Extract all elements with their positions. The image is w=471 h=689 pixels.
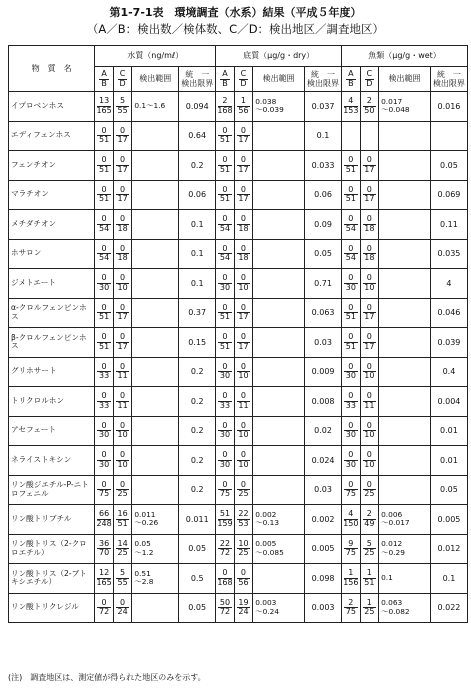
table-row	[9, 387, 468, 417]
sediment-cd-count: 0 56	[234, 564, 253, 594]
fish-cd-count: 0 18	[360, 239, 379, 269]
results-table	[8, 45, 468, 623]
water-cd-count: 0 11	[113, 387, 132, 417]
sediment-cd-count: 0 17	[234, 121, 253, 151]
water-detection-limit: 0.2	[179, 387, 216, 417]
water-ab-count: 0 33	[95, 387, 114, 417]
sediment-detection-limit: 0.037	[305, 92, 342, 122]
substance-name: エディフェンホス	[9, 121, 95, 151]
substance-name: トリクロルホン	[9, 387, 95, 417]
water-cd-count: 0 17	[113, 298, 132, 328]
fish-detection-range	[379, 298, 431, 328]
sediment-cd-count: 0 10	[234, 269, 253, 299]
fish-cd-count: 5 25	[360, 534, 379, 564]
water-detection-range	[132, 151, 179, 181]
fish-detection-range	[379, 357, 431, 387]
water-cd-count: 0 17	[113, 121, 132, 151]
fish-detection-limit: 0.004	[430, 387, 467, 417]
fish-detection-limit: 0.4	[430, 357, 467, 387]
water-cd-count: 16 51	[113, 505, 132, 535]
fish-detection-range	[379, 328, 431, 358]
fish-detection-limit: 0.01	[430, 446, 467, 476]
fish-ab-count: 0 51	[342, 151, 361, 181]
water-ab-count: 66 248	[95, 505, 114, 535]
sediment-detection-range	[253, 239, 305, 269]
water-ab-count: 0 30	[95, 446, 114, 476]
water-cd-count: 0 10	[113, 446, 132, 476]
water-ab-count: 0 51	[95, 151, 114, 181]
fish-cd-count: 0 18	[360, 210, 379, 240]
water-ab-count: 36 70	[95, 534, 114, 564]
fish-cd-count	[360, 121, 379, 151]
sediment-ab-header: A B	[216, 67, 235, 92]
fish-cd-count: 0 10	[360, 357, 379, 387]
header-water: 水質（ng/mℓ）	[95, 46, 216, 67]
water-detection-limit: 0.1	[179, 210, 216, 240]
water-detection-limit: 0.2	[179, 151, 216, 181]
fish-ab-count: 0 30	[342, 269, 361, 299]
water-limit-header: 統 一 検出限界	[179, 67, 216, 92]
sediment-cd-count: 10 25	[234, 534, 253, 564]
substance-name: β-クロルフェンビンホス	[9, 328, 95, 358]
sediment-cd-count: 22 53	[234, 505, 253, 535]
sediment-cd-count: 0 25	[234, 475, 253, 505]
fish-ab-count: 0 54	[342, 210, 361, 240]
fish-detection-limit: 0.039	[430, 328, 467, 358]
fish-detection-range	[379, 475, 431, 505]
fish-cd-count: 0 10	[360, 416, 379, 446]
sediment-detection-range	[253, 151, 305, 181]
fish-detection-range	[379, 180, 431, 210]
sediment-detection-limit: 0.003	[305, 593, 342, 623]
sediment-detection-limit: 0.005	[305, 534, 342, 564]
fish-detection-range: 0.017 〜0.048	[379, 92, 431, 122]
water-ab-count: 0 51	[95, 328, 114, 358]
water-cd-count: 5 55	[113, 564, 132, 594]
fish-detection-limit: 4	[430, 269, 467, 299]
sediment-detection-limit: 0.009	[305, 357, 342, 387]
sediment-detection-range	[253, 121, 305, 151]
water-detection-limit: 0.2	[179, 416, 216, 446]
fish-cd-count: 0 17	[360, 328, 379, 358]
table-row	[9, 446, 468, 476]
table-row	[9, 357, 468, 387]
water-detection-limit: 0.2	[179, 475, 216, 505]
fish-ab-count	[342, 121, 361, 151]
water-detection-limit: 0.2	[179, 446, 216, 476]
fish-detection-limit: 0.05	[430, 151, 467, 181]
sediment-detection-range	[253, 298, 305, 328]
water-detection-range	[132, 269, 179, 299]
water-ab-count: 12 165	[95, 564, 114, 594]
fish-ab-count: 1 156	[342, 564, 361, 594]
table-row	[9, 505, 468, 535]
sediment-detection-limit: 0.71	[305, 269, 342, 299]
sediment-detection-range	[253, 210, 305, 240]
water-detection-range	[132, 416, 179, 446]
fish-ab-count: 0 30	[342, 357, 361, 387]
sediment-detection-range: 0.005 〜0.085	[253, 534, 305, 564]
water-detection-range	[132, 328, 179, 358]
water-detection-limit: 0.05	[179, 593, 216, 623]
substance-name: フェンチオン	[9, 151, 95, 181]
water-cd-count: 0 17	[113, 180, 132, 210]
sediment-detection-limit: 0.02	[305, 416, 342, 446]
table-row	[9, 121, 468, 151]
fish-limit-header: 統 一 検出限界	[430, 67, 467, 92]
water-ab-count: 0 72	[95, 593, 114, 623]
fish-cd-count: 1 25	[360, 593, 379, 623]
header-substance: 物 質 名	[9, 46, 95, 92]
sediment-cd-count: 0 17	[234, 328, 253, 358]
sediment-ab-count: 51 159	[216, 505, 235, 535]
water-detection-range	[132, 357, 179, 387]
water-ab-header: A B	[95, 67, 114, 92]
substance-name: メチダチオン	[9, 210, 95, 240]
fish-range-header: 検出範囲	[379, 67, 431, 92]
fish-detection-range	[379, 416, 431, 446]
sediment-ab-count: 0 54	[216, 239, 235, 269]
water-ab-count: 0 30	[95, 269, 114, 299]
water-detection-range	[132, 387, 179, 417]
water-ab-count: 0 33	[95, 357, 114, 387]
water-cd-count: 5 55	[113, 92, 132, 122]
sediment-cd-count: 0 17	[234, 151, 253, 181]
sediment-cd-count: 19 24	[234, 593, 253, 623]
water-detection-limit: 0.06	[179, 180, 216, 210]
fish-cd-count: 0 17	[360, 151, 379, 181]
fish-detection-limit: 0.022	[430, 593, 467, 623]
fish-ab-count: 0 51	[342, 328, 361, 358]
fish-detection-limit: 0.01	[430, 416, 467, 446]
water-detection-range	[132, 210, 179, 240]
sediment-detection-limit: 0.063	[305, 298, 342, 328]
substance-name: ネライストキシン	[9, 446, 95, 476]
water-detection-range	[132, 298, 179, 328]
fish-detection-limit: 0.035	[430, 239, 467, 269]
fish-ab-count: 2 75	[342, 593, 361, 623]
sediment-ab-count: 0 30	[216, 446, 235, 476]
sediment-ab-count: 0 54	[216, 210, 235, 240]
sediment-ab-count: 50 72	[216, 593, 235, 623]
sediment-ab-count: 0 30	[216, 416, 235, 446]
fish-cd-count: 0 17	[360, 180, 379, 210]
sediment-cd-count: 0 18	[234, 210, 253, 240]
table-row	[9, 564, 468, 594]
header-sediment: 底質（μg/g・dry）	[216, 46, 342, 67]
substance-name: リン酸トリス（2-ブトキシエチル）	[9, 564, 95, 594]
sediment-detection-limit: 0.03	[305, 475, 342, 505]
table-row	[9, 210, 468, 240]
sediment-detection-limit: 0.03	[305, 328, 342, 358]
water-ab-count: 0 75	[95, 475, 114, 505]
table-row	[9, 534, 468, 564]
sediment-ab-count: 0 30	[216, 269, 235, 299]
fish-cd-count: 0 10	[360, 269, 379, 299]
water-detection-range	[132, 239, 179, 269]
fish-detection-range	[379, 210, 431, 240]
water-ab-count: 0 51	[95, 180, 114, 210]
sediment-ab-count: 0 51	[216, 121, 235, 151]
substance-name: リン酸トリブチル	[9, 505, 95, 535]
water-cd-count: 14 25	[113, 534, 132, 564]
table-row	[9, 151, 468, 181]
water-cd-count: 0 17	[113, 328, 132, 358]
table-subtitle: （A／B：検出数／検体数、C／D：検出地区／調査地区）	[86, 22, 385, 36]
fish-cd-count: 0 11	[360, 387, 379, 417]
fish-ab-count: 9 75	[342, 534, 361, 564]
water-ab-count: 0 30	[95, 416, 114, 446]
water-detection-range: 0.51 〜2.8	[132, 564, 179, 594]
water-detection-range: 0.05 〜1.2	[132, 534, 179, 564]
table-row	[9, 475, 468, 505]
sediment-ab-count: 0 51	[216, 298, 235, 328]
fish-ab-count: 0 30	[342, 416, 361, 446]
sediment-detection-range: 0.038 〜0.039	[253, 92, 305, 122]
sediment-detection-limit: 0.002	[305, 505, 342, 535]
water-detection-limit: 0.15	[179, 328, 216, 358]
fish-detection-range	[379, 269, 431, 299]
water-cd-count: 0 18	[113, 210, 132, 240]
sediment-cd-count: 0 11	[234, 387, 253, 417]
sediment-cd-count: 0 10	[234, 446, 253, 476]
footnote: (注) 調査地区は、測定値が得られた地区のみを示す。	[8, 673, 206, 682]
substance-name: アセフェート	[9, 416, 95, 446]
fish-ab-count: 0 75	[342, 475, 361, 505]
sediment-detection-range	[253, 269, 305, 299]
water-detection-range	[132, 446, 179, 476]
fish-detection-limit: 0.005	[430, 505, 467, 535]
header-fish: 魚類（μg/g・wet）	[342, 46, 468, 67]
water-cd-count: 0 24	[113, 593, 132, 623]
water-ab-count: 0 51	[95, 298, 114, 328]
sediment-cd-count: 0 18	[234, 239, 253, 269]
fish-detection-range	[379, 151, 431, 181]
fish-detection-range	[379, 446, 431, 476]
fish-detection-limit: 0.016	[430, 92, 467, 122]
fish-ab-count: 4 153	[342, 92, 361, 122]
sediment-detection-limit: 0.05	[305, 239, 342, 269]
sediment-detection-range	[253, 180, 305, 210]
fish-detection-limit: 0.05	[430, 475, 467, 505]
water-detection-limit: 0.1	[179, 269, 216, 299]
sediment-ab-count: 22 72	[216, 534, 235, 564]
table-row	[9, 328, 468, 358]
water-detection-range: 0.1〜1.6	[132, 92, 179, 122]
sediment-ab-count: 0 51	[216, 180, 235, 210]
water-detection-limit: 0.64	[179, 121, 216, 151]
water-cd-count: 0 25	[113, 475, 132, 505]
water-cd-count: 0 10	[113, 269, 132, 299]
fish-detection-range: 0.006 〜0.017	[379, 505, 431, 535]
sediment-detection-range	[253, 357, 305, 387]
fish-detection-limit: 0.11	[430, 210, 467, 240]
sediment-ab-count: 0 75	[216, 475, 235, 505]
sediment-cd-count: 0 10	[234, 416, 253, 446]
substance-name: グリホサート	[9, 357, 95, 387]
fish-ab-count: 4 150	[342, 505, 361, 535]
water-cd-count: 0 17	[113, 151, 132, 181]
fish-detection-range: 0.1	[379, 564, 431, 594]
sediment-ab-count: 0 30	[216, 357, 235, 387]
sediment-detection-range: 0.003 〜0.24	[253, 593, 305, 623]
table-row	[9, 269, 468, 299]
fish-cd-count: 0 10	[360, 446, 379, 476]
water-ab-count: 0 54	[95, 239, 114, 269]
fish-ab-count: 0 30	[342, 446, 361, 476]
sediment-cd-count: 0 17	[234, 180, 253, 210]
water-ab-count: 13 165	[95, 92, 114, 122]
water-detection-limit: 0.37	[179, 298, 216, 328]
water-detection-range	[132, 475, 179, 505]
water-detection-range: 0.011 〜0.26	[132, 505, 179, 535]
table-row	[9, 416, 468, 446]
fish-detection-limit	[430, 121, 467, 151]
water-cd-count: 0 10	[113, 416, 132, 446]
fish-detection-range	[379, 121, 431, 151]
fish-detection-limit: 0.046	[430, 298, 467, 328]
sediment-cd-count: 0 17	[234, 298, 253, 328]
sediment-detection-limit: 0.098	[305, 564, 342, 594]
fish-cd-count: 2 49	[360, 505, 379, 535]
fish-cd-count: 1 51	[360, 564, 379, 594]
substance-name: α-クロルフェンビンホス	[9, 298, 95, 328]
sediment-detection-limit: 0.06	[305, 180, 342, 210]
substance-name: ホサロン	[9, 239, 95, 269]
sediment-range-header: 検出範囲	[253, 67, 305, 92]
substance-name: リン酸ジエチル-P-ニトロフェニル	[9, 475, 95, 505]
water-detection-limit: 0.05	[179, 534, 216, 564]
sediment-detection-limit: 0.09	[305, 210, 342, 240]
table-row	[9, 298, 468, 328]
table-row	[9, 92, 468, 122]
sediment-cd-count: 1 56	[234, 92, 253, 122]
fish-ab-header: A B	[342, 67, 361, 92]
substance-name: リン酸トリクレジル	[9, 593, 95, 623]
substance-name: リン酸トリス（2-クロロエチル）	[9, 534, 95, 564]
sediment-ab-count: 0 51	[216, 151, 235, 181]
water-ab-count: 0 54	[95, 210, 114, 240]
sediment-detection-limit: 0.1	[305, 121, 342, 151]
water-detection-limit: 0.011	[179, 505, 216, 535]
water-detection-range	[132, 593, 179, 623]
sediment-ab-count: 0 51	[216, 328, 235, 358]
water-detection-limit: 0.094	[179, 92, 216, 122]
table-row	[9, 239, 468, 269]
fish-detection-range: 0.063 〜0.082	[379, 593, 431, 623]
sediment-limit-header: 統 一 検出限界	[305, 67, 342, 92]
water-cd-header: C D	[113, 67, 132, 92]
water-detection-limit: 0.1	[179, 239, 216, 269]
fish-ab-count: 0 51	[342, 180, 361, 210]
sediment-ab-count: 2 168	[216, 92, 235, 122]
water-range-header: 検出範囲	[132, 67, 179, 92]
water-detection-range	[132, 121, 179, 151]
fish-cd-count: 2 50	[360, 92, 379, 122]
table-row	[9, 180, 468, 210]
table-row	[9, 593, 468, 623]
water-ab-count: 0 51	[95, 121, 114, 151]
water-cd-count: 0 11	[113, 357, 132, 387]
water-detection-limit: 0.2	[179, 357, 216, 387]
fish-ab-count: 0 33	[342, 387, 361, 417]
sediment-detection-range	[253, 475, 305, 505]
water-cd-count: 0 18	[113, 239, 132, 269]
sediment-detection-range	[253, 564, 305, 594]
sediment-detection-range	[253, 416, 305, 446]
table-title: 第1-7-1表 環境調査（水系）結果（平成５年度）	[109, 6, 362, 19]
substance-name: イプロベンホス	[9, 92, 95, 122]
sediment-cd-count: 0 10	[234, 357, 253, 387]
fish-cd-header: C D	[360, 67, 379, 92]
fish-cd-count: 0 25	[360, 475, 379, 505]
sediment-ab-count: 0 168	[216, 564, 235, 594]
sediment-cd-header: C D	[234, 67, 253, 92]
substance-name: ジメトエート	[9, 269, 95, 299]
sediment-ab-count: 0 33	[216, 387, 235, 417]
water-detection-range	[132, 180, 179, 210]
sediment-detection-range	[253, 328, 305, 358]
sediment-detection-limit: 0.008	[305, 387, 342, 417]
fish-ab-count: 0 51	[342, 298, 361, 328]
sediment-detection-limit: 0.024	[305, 446, 342, 476]
sediment-detection-range: 0.002 〜0.13	[253, 505, 305, 535]
substance-name: マラチオン	[9, 180, 95, 210]
fish-detection-range	[379, 387, 431, 417]
sediment-detection-range	[253, 387, 305, 417]
sediment-detection-range	[253, 446, 305, 476]
fish-detection-range	[379, 239, 431, 269]
fish-cd-count: 0 17	[360, 298, 379, 328]
water-detection-limit: 0.5	[179, 564, 216, 594]
fish-detection-limit: 0.1	[430, 564, 467, 594]
fish-detection-range: 0.012 〜0.29	[379, 534, 431, 564]
fish-ab-count: 0 54	[342, 239, 361, 269]
fish-detection-limit: 0.012	[430, 534, 467, 564]
fish-detection-limit: 0.069	[430, 180, 467, 210]
sediment-detection-limit: 0.033	[305, 151, 342, 181]
